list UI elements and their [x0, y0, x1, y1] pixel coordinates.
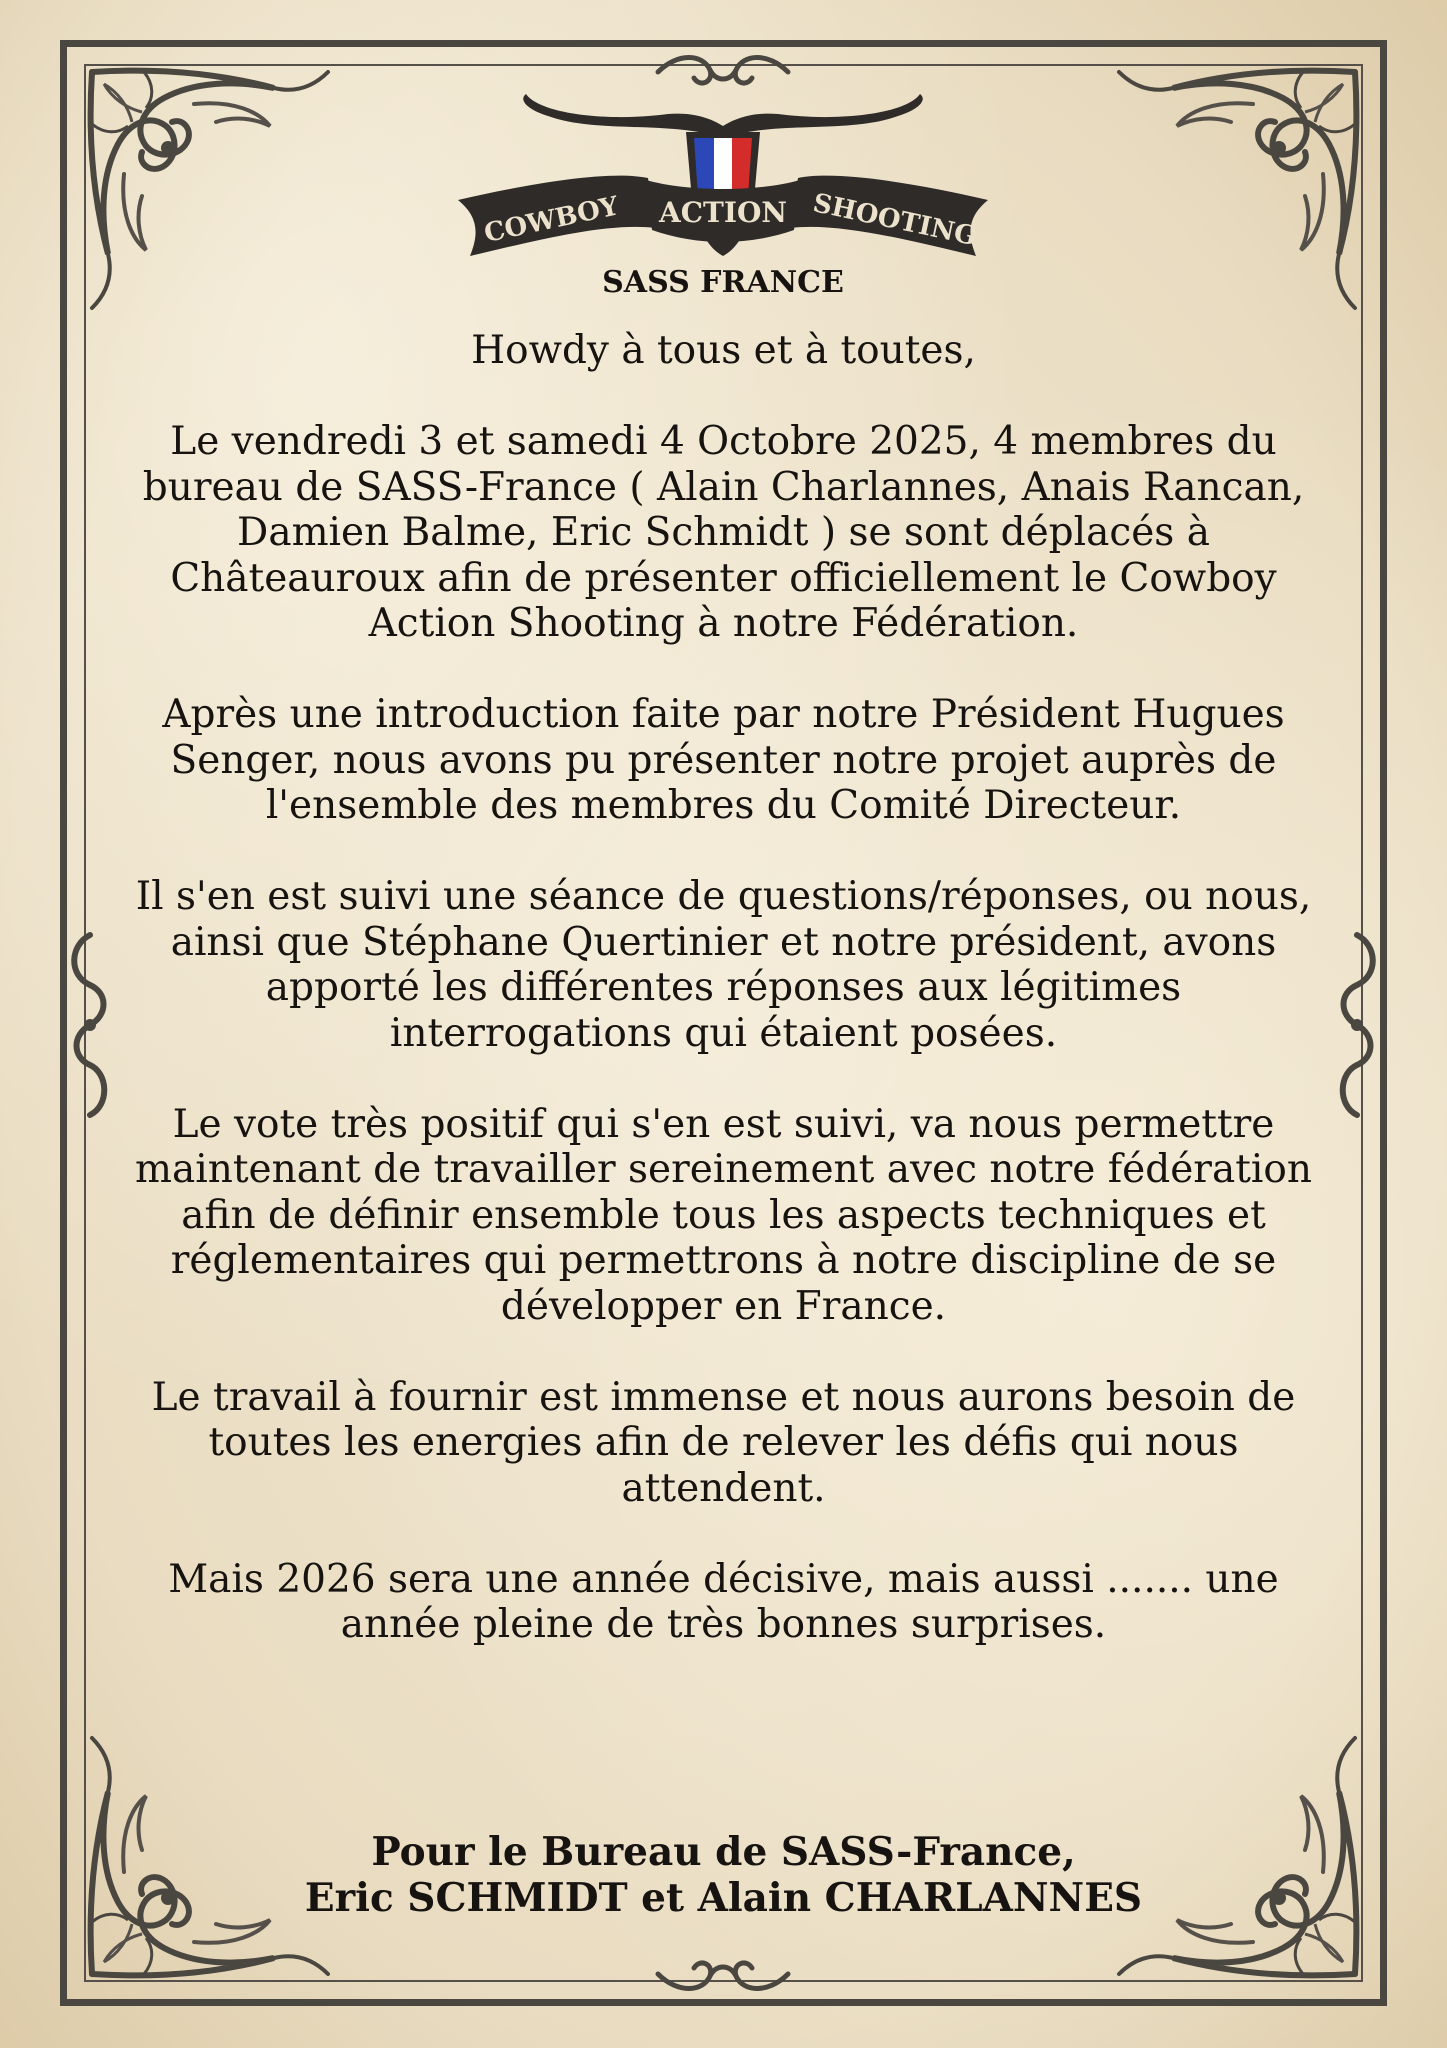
signature-block [130, 1830, 1317, 1921]
signature-line-2: Eric SCHMIDT et Alain CHARLANNES [304, 1874, 1143, 1921]
banner-text-right: SHOOTING [810, 188, 980, 253]
paragraph-4: Le vote très positif qui s'en est suivi, va nous permettre maintenant de travailler sereinement avec notre fédération afin de définir ensemble tous les aspects techniques et réglementaires qui permettrons à notre discipline de se développer en France. [135, 1101, 1312, 1329]
paragraph-1: Le vendredi 3 et samedi 4 Octobre 2025, 4 membres du bureau de SASS-France ( Alain Charlannes, Anais Rancan, Damien Balme, Eric Schmidt ) se sont déplacés à Châteauroux afin de présenter officiellement le Cowboy Action Shooting à notre Fédération. [142, 419, 1305, 646]
paragraph-2: Après une introduction faite par notre Président Hugues Senger, nous avons pu présenter notre projet auprès de l'ensemble des membres du Comité Directeur. [162, 692, 1285, 828]
corner-ornament-top-left [84, 64, 384, 364]
side-ornament-right [1327, 925, 1387, 1125]
sass-france-logo [448, 60, 998, 310]
longhorn-skull-icon [448, 60, 998, 310]
side-ornament-left [60, 925, 120, 1125]
org-name: SASS FRANCE [602, 265, 844, 300]
greeting: Howdy à tous et à toutes, [471, 328, 976, 373]
paragraph-6: Mais 2026 sera une année décisive, mais aussi ....... une année pleine de très bonnes surprises. [168, 1556, 1279, 1647]
banner-text-center: ACTION [659, 196, 787, 229]
bottom-flourish-ornament [648, 1944, 798, 2004]
paragraph-5: Le travail à fournir est immense et nous aurons besoin de toutes les energies afin de relever les défis qui nous attendent. [151, 1374, 1296, 1511]
corner-ornament-top-right [1063, 64, 1363, 364]
banner-text-left: COWBOY [481, 191, 622, 250]
signature-line-1: Pour le Bureau de SASS-France, [371, 1829, 1076, 1875]
paragraph-3: Il s'en est suivi une séance de questions/réponses, ou nous, ainsi que Stéphane Quertinier et notre président, avons apporté les différentes réponses aux légitimes interrogations qui étaient posées. [135, 874, 1312, 1056]
letter-body [130, 328, 1317, 1693]
